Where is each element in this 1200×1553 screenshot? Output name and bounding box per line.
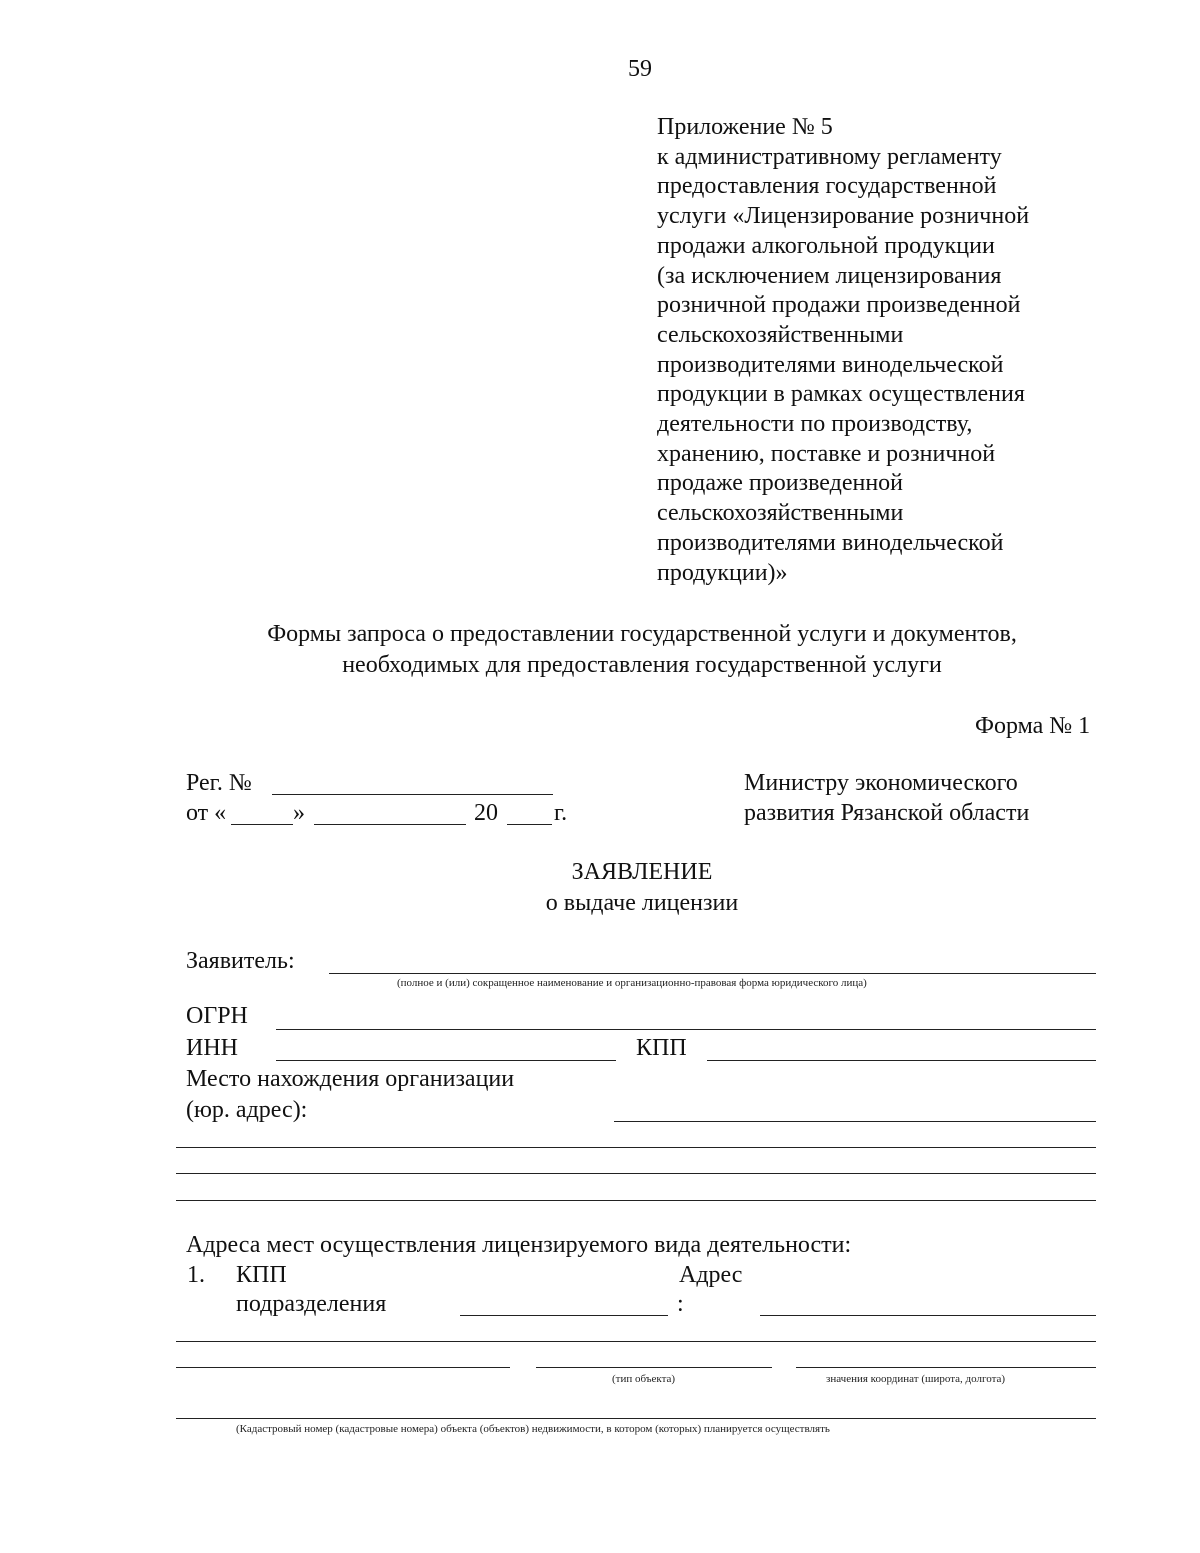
activity-address-field-line-2[interactable]: [176, 1341, 1096, 1342]
addressee-line-2: развития Рязанской области: [744, 800, 1030, 826]
appendix-line: к административному регламенту: [657, 143, 1002, 170]
statement-subtitle: о выдаче лицензии: [545, 890, 739, 916]
reg-number-label: Рег. №: [186, 770, 252, 796]
activity-address-field-line-3[interactable]: [176, 1367, 510, 1368]
object-type-caption: (тип объекта): [612, 1373, 676, 1385]
ogrn-field[interactable]: [276, 1029, 1096, 1030]
legal-address-field[interactable]: [614, 1121, 1096, 1122]
inn-label: ИНН: [186, 1035, 238, 1061]
appendix-line: хранению, поставке и розничной: [657, 440, 996, 467]
appendix-line: производителями винодельческой: [657, 529, 1004, 556]
subdivision-kpp-field[interactable]: [460, 1315, 668, 1316]
year-prefix: 20: [474, 800, 498, 826]
appendix-line: деятельности по производству,: [657, 411, 973, 438]
location-label: Место нахождения организации: [186, 1066, 515, 1092]
appendix-line: предоставления государственной: [657, 173, 997, 200]
activity-address-field[interactable]: [760, 1315, 1096, 1316]
date-year-field[interactable]: [507, 824, 552, 825]
appendix-line: производителями винодельческой: [657, 351, 1004, 378]
forms-title-line-2: необходимых для предоставления государственной услуги: [342, 652, 942, 678]
object-type-field[interactable]: [536, 1367, 772, 1368]
legal-address-field-line-2[interactable]: [176, 1147, 1096, 1148]
appendix-line: продукции)»: [657, 559, 788, 586]
activity-heading: Адреса мест осуществления лицензируемого вида деятельности:: [186, 1232, 852, 1258]
cadastral-caption: (Кадастровый номер (кадастровые номера) объекта (объектов) недвижимости, в котором (которых) планируется осуществлять: [236, 1423, 830, 1435]
appendix-block: [657, 113, 1029, 588]
ogrn-label: ОГРН: [186, 1003, 248, 1029]
year-suffix: г.: [554, 800, 568, 826]
applicant-label: Заявитель:: [186, 948, 295, 974]
date-close-quote: »: [293, 800, 305, 826]
coordinates-field[interactable]: [796, 1367, 1096, 1368]
appendix-line: Приложение № 5: [657, 114, 833, 140]
appendix-line: сельскохозяйственными: [657, 500, 904, 527]
kpp-label: КПП: [636, 1035, 687, 1061]
date-day-field[interactable]: [231, 824, 293, 825]
addressee-line-1: Министру экономического: [744, 770, 1018, 796]
date-month-field[interactable]: [314, 824, 466, 825]
legal-address-field-line-3[interactable]: [176, 1173, 1096, 1174]
appendix-line: продажи алкогольной продукции: [657, 232, 995, 259]
legal-address-label: (юр. адрес):: [186, 1097, 308, 1123]
appendix-line: услуги «Лицензирование розничной: [657, 203, 1030, 230]
coordinates-caption: значения координат (широта, долгота): [826, 1373, 1006, 1385]
appendix-line: (за исключением лицензирования: [657, 262, 1002, 289]
date-from-label: от «: [186, 800, 227, 826]
form-number: Форма № 1: [975, 713, 1091, 739]
address-label: Адрес: [679, 1262, 743, 1288]
appendix-line: розничной продажи произведенной: [657, 292, 1021, 319]
cadastral-number-field[interactable]: [176, 1418, 1096, 1419]
forms-title-line-1: Формы запроса о предоставлении государственной услуги и документов,: [267, 621, 1017, 647]
appendix-line: сельскохозяйственными: [657, 321, 904, 348]
appendix-line: продукции в рамках осуществления: [657, 381, 1025, 408]
item-number: 1.: [187, 1262, 205, 1288]
reg-number-field[interactable]: [272, 794, 553, 795]
address-colon: :: [677, 1291, 684, 1317]
applicant-field[interactable]: [329, 973, 1096, 974]
kpp-field[interactable]: [707, 1060, 1096, 1061]
appendix-line: продаже произведенной: [657, 470, 904, 497]
subdivision-label: подразделения: [236, 1291, 387, 1317]
subdivision-kpp-label: КПП: [236, 1262, 287, 1288]
page-number: 59: [628, 56, 652, 82]
legal-address-field-line-4[interactable]: [176, 1200, 1096, 1201]
inn-field[interactable]: [276, 1060, 616, 1061]
applicant-caption: (полное и (или) сокращенное наименование и организационно-правовая форма юридического лица): [397, 977, 867, 989]
statement-title: ЗАЯВЛЕНИЕ: [571, 859, 713, 885]
